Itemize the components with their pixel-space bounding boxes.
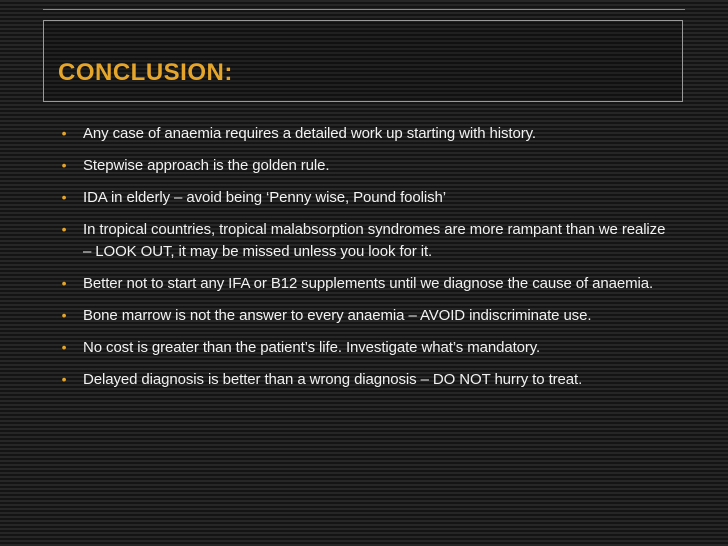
bullet-text: Bone marrow is not the answer to every anaemia – AVOID indiscriminate use. bbox=[83, 307, 592, 324]
bullet-text: Better not to start any IFA or B12 supplements until we diagnose the cause of anaemia. bbox=[83, 275, 654, 292]
bullet-dot-icon: • bbox=[61, 157, 67, 173]
bullet-item bbox=[57, 369, 677, 391]
bullet-item bbox=[57, 273, 677, 295]
bullet-item bbox=[57, 337, 677, 359]
bullet-item bbox=[57, 187, 677, 209]
bullet-dot-icon: • bbox=[61, 221, 67, 237]
slide-title: CONCLUSION: bbox=[58, 59, 233, 86]
bullet-dot-icon: • bbox=[61, 371, 67, 387]
bullet-text: In tropical countries, tropical malabsorption syndromes are more rampant than we realize – LOOK OUT, it may be missed unless you look for it. bbox=[83, 221, 666, 260]
bullet-text: Stepwise approach is the golden rule. bbox=[83, 157, 330, 174]
bullet-item bbox=[57, 155, 677, 177]
bullet-text: Any case of anaemia requires a detailed work up starting with history. bbox=[83, 125, 536, 142]
bullet-text: IDA in elderly – avoid being ‘Penny wise, Pound foolish’ bbox=[83, 189, 446, 206]
top-divider-line bbox=[43, 9, 685, 10]
bullet-dot-icon: • bbox=[61, 125, 67, 141]
bullet-dot-icon: • bbox=[61, 307, 67, 323]
bullet-text: Delayed diagnosis is better than a wrong diagnosis – DO NOT hurry to treat. bbox=[83, 371, 583, 388]
bullet-dot-icon: • bbox=[61, 189, 67, 205]
bullet-dot-icon: • bbox=[61, 275, 67, 291]
bullet-list bbox=[57, 123, 677, 401]
bullet-item bbox=[57, 305, 677, 327]
bullet-dot-icon: • bbox=[61, 339, 67, 355]
bullet-item bbox=[57, 123, 677, 145]
bullet-item bbox=[57, 219, 677, 263]
bullet-text: No cost is greater than the patient’s life. Investigate what’s mandatory. bbox=[83, 339, 541, 356]
title-frame bbox=[43, 20, 683, 102]
